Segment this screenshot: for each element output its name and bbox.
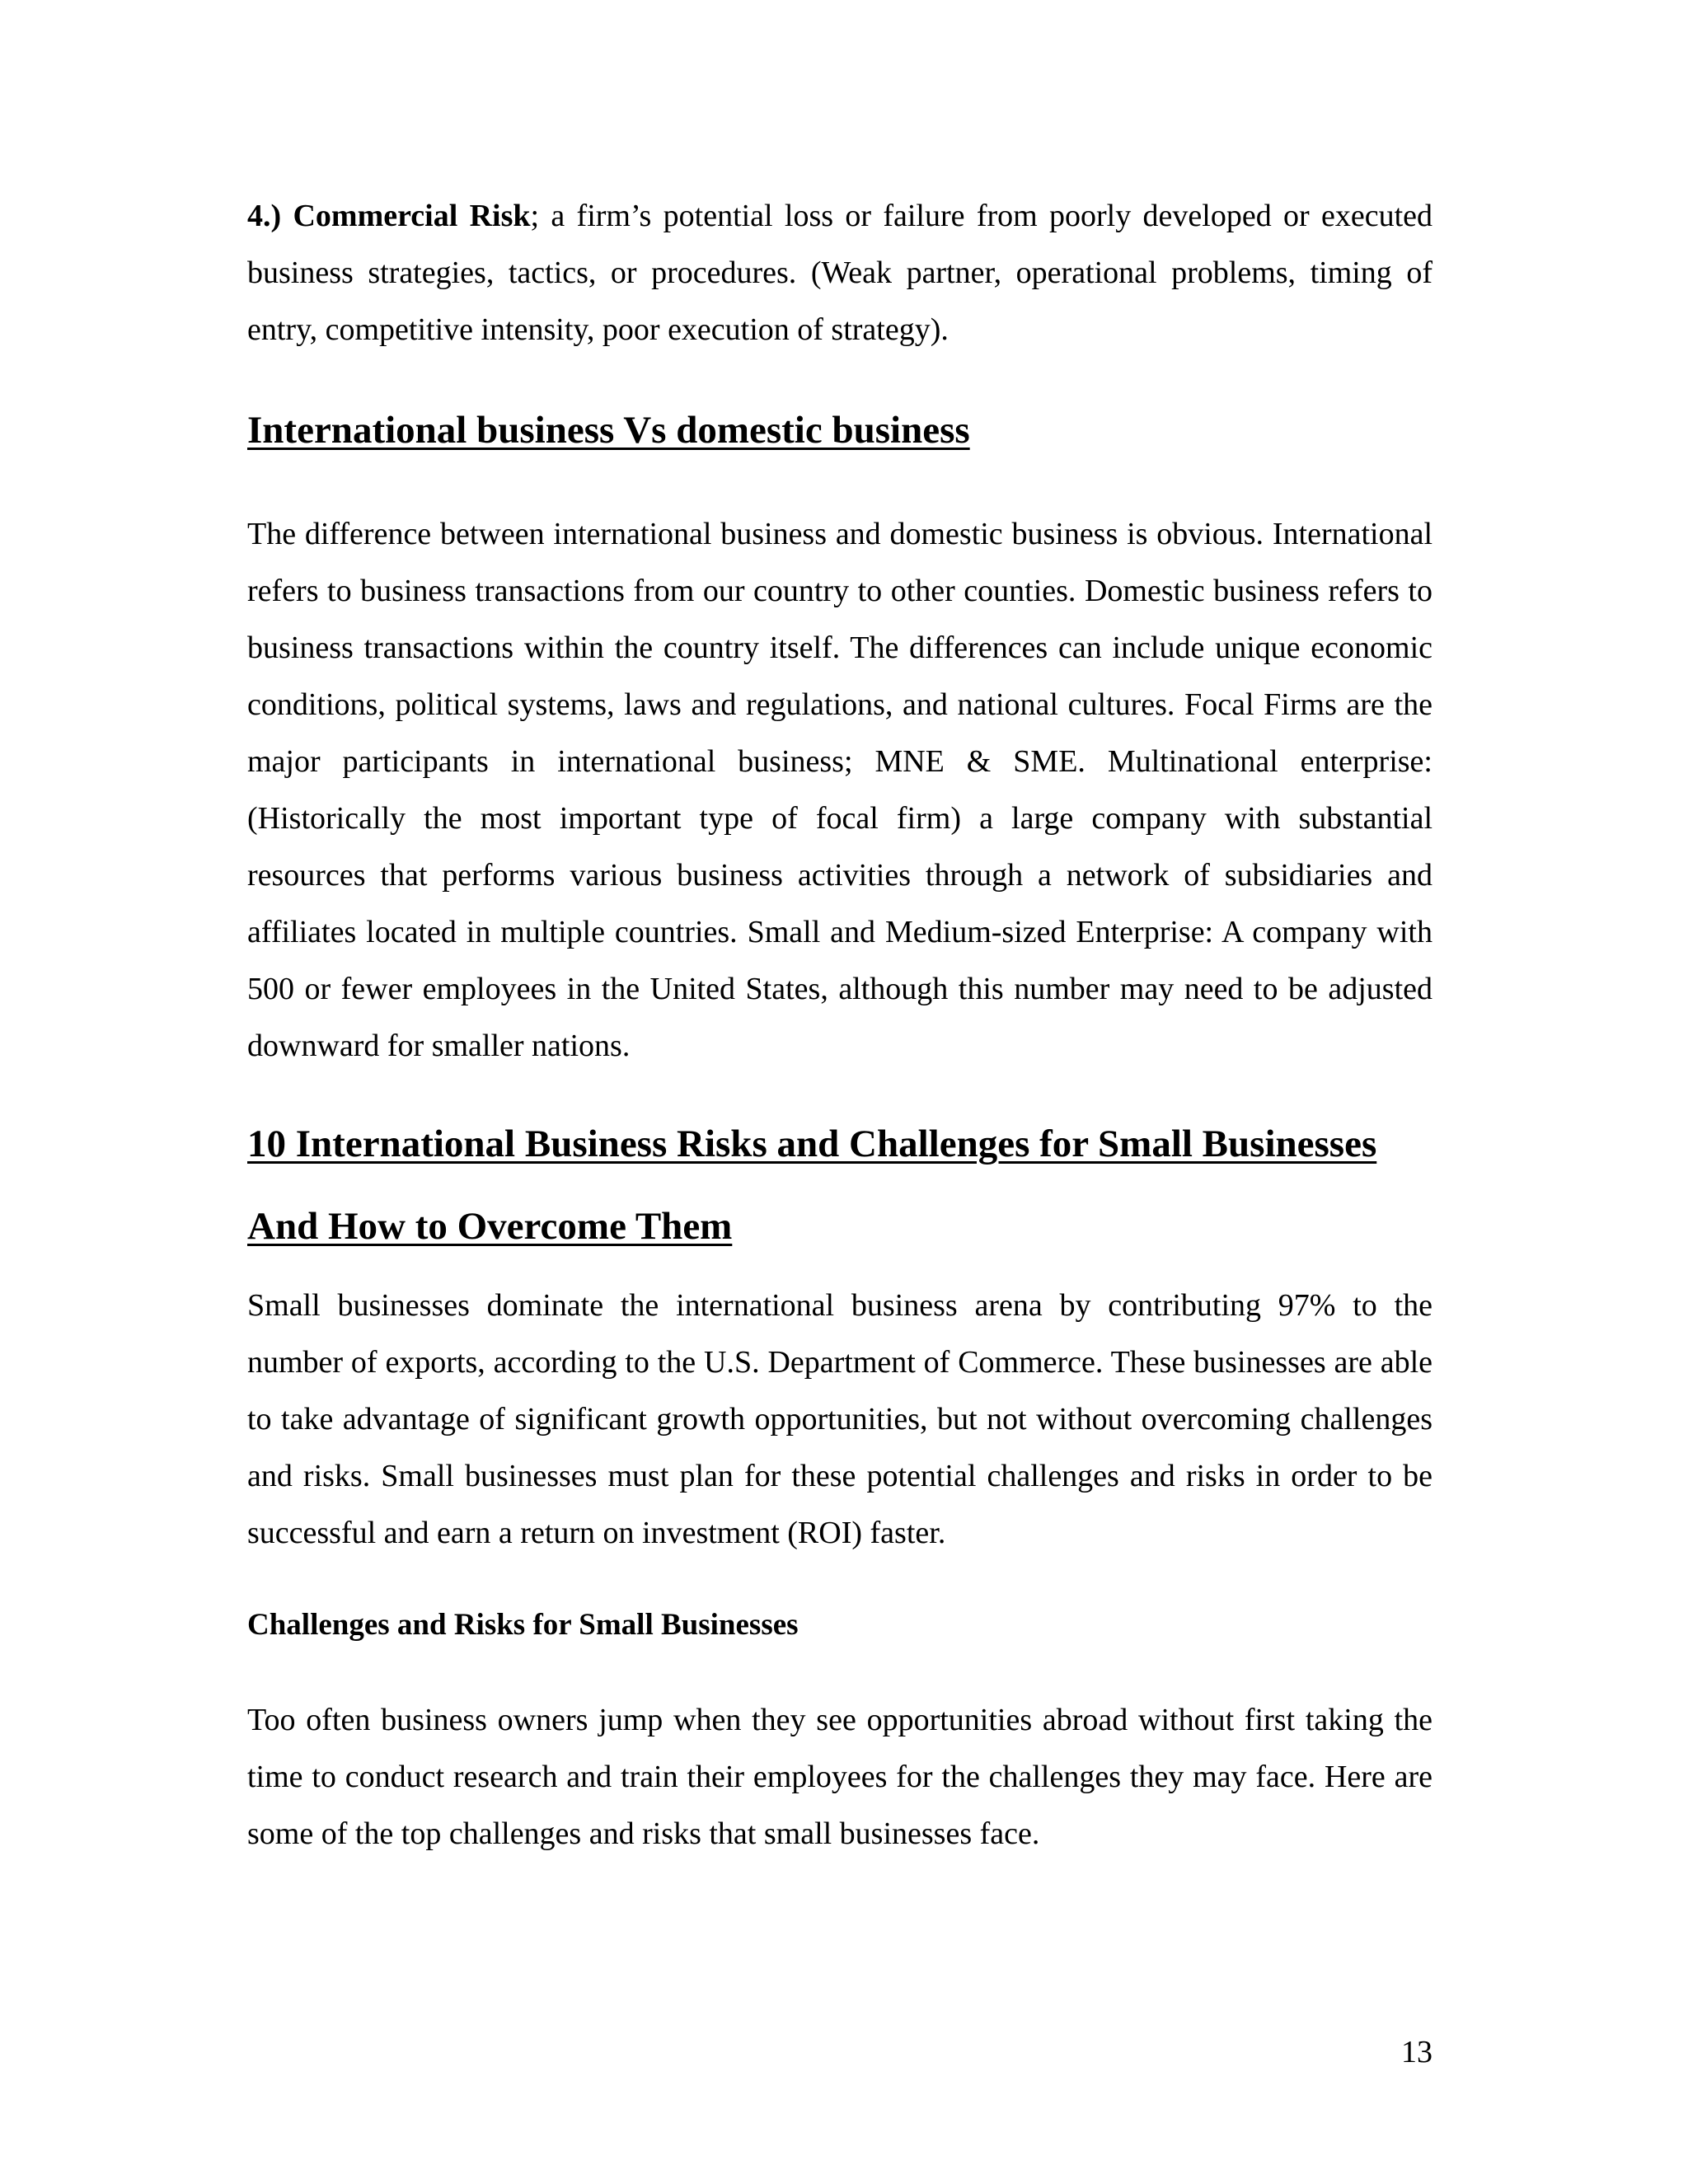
commercial-risk-label: 4.) Commercial Risk bbox=[247, 199, 531, 233]
challenges-paragraph: Too often business owners jump when they see opportunities abroad without first taking the time to conduct research and train their employees for the challenges they may face. Here are some of the top challenges and risks that small businesses face. bbox=[247, 1703, 1432, 1851]
subheading-challenges-risks: Challenges and Risks for Small Businesses bbox=[247, 1608, 799, 1642]
intl-vs-domestic-paragraph: The difference between international business and domestic business is obvious. International refers to business transactions from our country to other counties. Domestic business refers to business transactions within the country itself. The differences can include unique economic conditions, political systems, laws and regulations, and national cultures. Focal Firms are the major participants in international business; MNE & SME. Multinational enterprise: (Historically the most important type of focal firm) a large company with substantial resources that performs various business activities through a network of subsidiaries and affiliates located in multiple countries. Small and Medium-sized Enterprise: A company with 500 or fewer employees in the United States, although this number may need to be adjusted downward for smaller nations. bbox=[247, 517, 1432, 1063]
section-heading-risks-line1: 10 International Business Risks and Challenges for Small Businesses bbox=[247, 1122, 1377, 1165]
commercial-risk-text: ; a firm’s potential loss or failure from poorly developed or executed business strategies, tactics, or procedures. (Weak partner, operational problems, timing of entry, competitive intensity, poor execution of strategy). bbox=[247, 199, 1433, 347]
section-heading-risks-line2: And How to Overcome Them bbox=[247, 1205, 733, 1248]
document-page bbox=[247, 0, 1432, 2184]
page-number: 13 bbox=[1401, 2035, 1432, 2069]
small-business-paragraph: Small businesses dominate the international business arena by contributing 97% to the number of exports, according to the U.S. Department of Commerce. These businesses are able to take advantage of significant growth opportunities, but not without overcoming challenges and risks. Small businesses must plan for these potential challenges and risks in order to be successful and earn a return on investment (ROI) faster. bbox=[247, 1288, 1432, 1550]
section-heading-intl-vs-domestic: International business Vs domestic business bbox=[247, 409, 970, 452]
commercial-risk-paragraph bbox=[247, 188, 1432, 359]
